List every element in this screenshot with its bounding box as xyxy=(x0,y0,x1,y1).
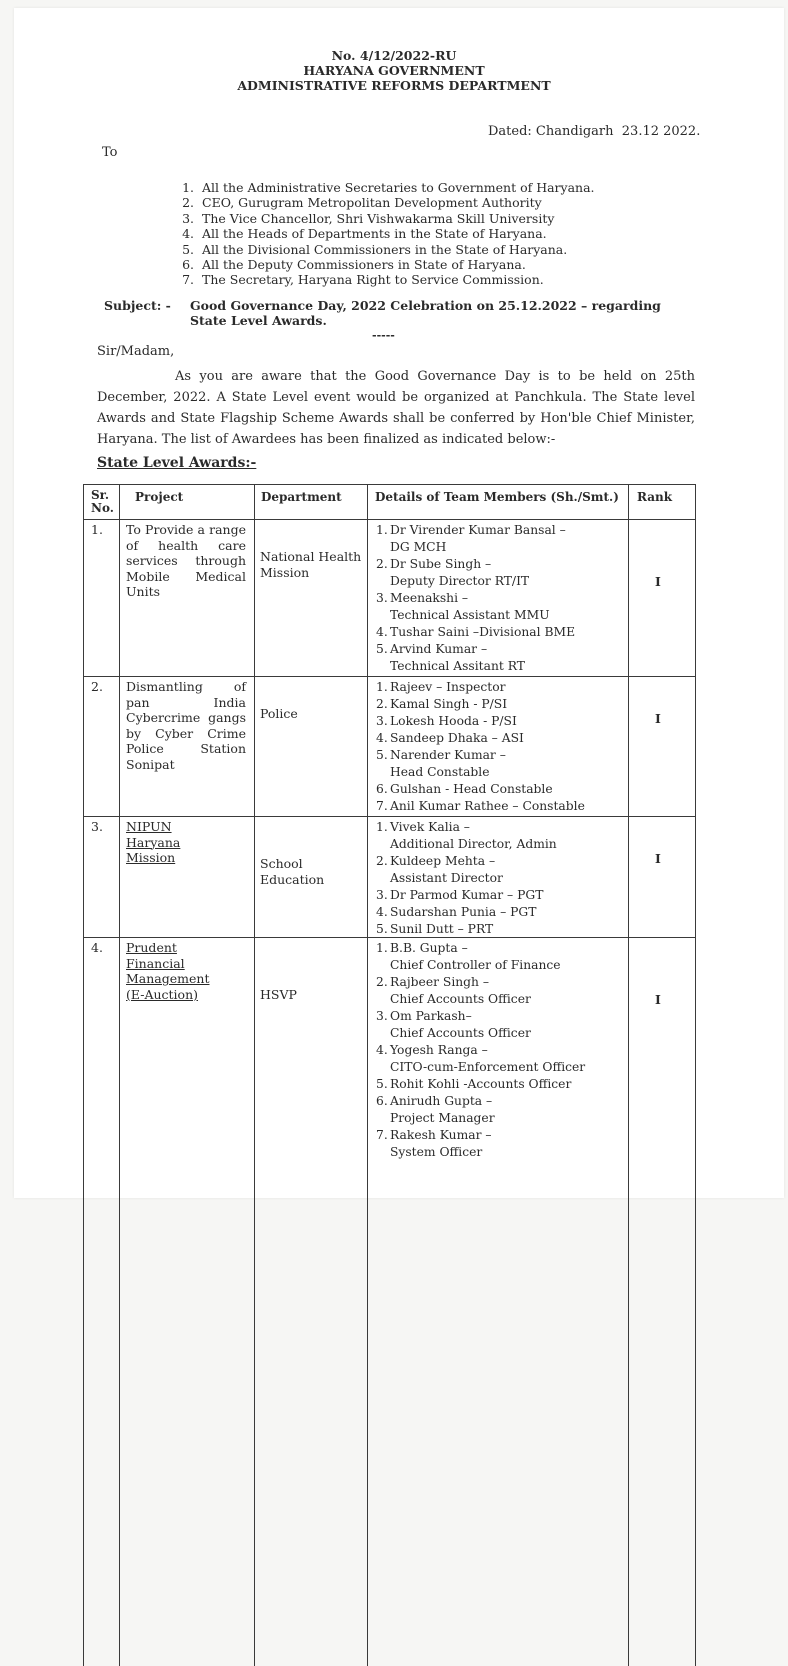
addressee-number: 4. xyxy=(182,226,194,242)
member-name: Yogesh Ranga – xyxy=(390,1043,488,1057)
row-project: Prudent Financial Management (E-Auction) xyxy=(126,940,210,1002)
member-item xyxy=(376,781,585,798)
member-number: 3. xyxy=(376,888,388,902)
member-item xyxy=(376,1076,585,1093)
member-designation: Chief Accounts Officer xyxy=(390,1026,531,1040)
member-designation: Technical Assistant MMU xyxy=(390,608,550,622)
addressee-text: The Secretary, Haryana Right to Service Commission. xyxy=(202,272,544,288)
row-project: Dismantling of pan India Cybercrime gangs by Cyber Crime Police Station Sonipat xyxy=(126,679,246,772)
member-item xyxy=(376,819,557,853)
addressee-item xyxy=(172,195,595,210)
member-number: 4. xyxy=(376,625,388,639)
member-name: Sandeep Dhaka – ASI xyxy=(390,731,524,745)
member-designation: CITO-cum-Enforcement Officer xyxy=(390,1060,586,1074)
member-list xyxy=(376,679,585,815)
member-item xyxy=(376,679,585,696)
row-sr-no: 3. xyxy=(91,819,103,834)
member-item xyxy=(376,590,575,624)
to-label: To xyxy=(102,145,118,160)
member-name: Meenakshi – xyxy=(390,591,469,605)
member-item xyxy=(376,522,575,556)
member-number: 4. xyxy=(376,731,388,745)
member-number: 5. xyxy=(376,642,388,656)
member-name: B.B. Gupta – xyxy=(390,941,468,955)
addressee-number: 1. xyxy=(182,180,194,195)
member-name: Vivek Kalia – xyxy=(390,820,470,834)
addressee-number: 5. xyxy=(182,241,194,257)
member-item xyxy=(376,940,585,974)
member-number: 2. xyxy=(376,975,388,989)
member-designation: Head Constable xyxy=(390,765,490,779)
member-number: 5. xyxy=(376,922,388,936)
header-department: Department xyxy=(261,490,342,504)
member-item xyxy=(376,887,557,904)
addressee-text: The Vice Chancellor, Shri Vishwakarma Skill University xyxy=(202,210,555,226)
header-project: Project xyxy=(135,490,184,504)
body-text: As you are aware that the Good Governance Day is to be held on 25th December, 2022. A State Level event would be organized at Panchkula. The State level Awards and State Flagship Scheme Awards shall be conferred by Hon'ble Chief Minister, Haryana. The list of Awardees has been finalized as indicated below:- xyxy=(97,369,695,447)
member-number: 1. xyxy=(376,523,388,537)
member-name: Sudarshan Punia – PGT xyxy=(390,905,537,919)
salutation: Sir/Madam, xyxy=(97,344,175,359)
member-designation: Deputy Director RT/IT xyxy=(390,574,530,588)
section-title: State Level Awards:- xyxy=(97,455,257,471)
member-name: Narender Kumar – xyxy=(390,748,506,762)
member-number: 6. xyxy=(376,1094,388,1108)
member-item xyxy=(376,624,575,641)
member-item xyxy=(376,730,585,747)
letter-number: No. 4/12/2022-RU xyxy=(331,48,457,63)
member-item xyxy=(376,1008,585,1042)
addressee-number: 7. xyxy=(182,272,194,288)
member-item xyxy=(376,798,585,815)
row-sr-no: 2. xyxy=(91,679,103,694)
addressee-number: 6. xyxy=(182,257,194,273)
row-sr-no: 1. xyxy=(91,522,103,537)
member-item xyxy=(376,904,557,921)
member-name: Dr Parmod Kumar – PGT xyxy=(390,888,544,902)
row-rank: I xyxy=(655,574,661,589)
member-number: 1. xyxy=(376,941,388,955)
member-designation: Technical Assitant RT xyxy=(390,659,525,673)
member-number: 2. xyxy=(376,697,388,711)
department-name: ADMINISTRATIVE REFORMS DEPARTMENT xyxy=(237,78,551,93)
addressee-item xyxy=(172,211,595,226)
member-name: Gulshan - Head Constable xyxy=(390,782,553,796)
header-members: Details of Team Members (Sh./Smt.) xyxy=(375,490,619,504)
member-number: 2. xyxy=(376,557,388,571)
row-rank: I xyxy=(655,992,661,1007)
member-number: 6. xyxy=(376,782,388,796)
addressee-text: CEO, Gurugram Metropolitan Development Authority xyxy=(202,195,542,211)
member-name: Om Parkash– xyxy=(390,1009,472,1023)
member-number: 3. xyxy=(376,714,388,728)
member-item xyxy=(376,1042,585,1076)
addressee-item xyxy=(172,242,595,257)
row-department: School Education xyxy=(260,856,325,887)
row-project: To Provide a range of health care services through Mobile Medical Units xyxy=(126,522,246,599)
government-name: HARYANA GOVERNMENT xyxy=(303,63,485,78)
addressee-text: All the Divisional Commissioners in the State of Haryana. xyxy=(202,241,568,257)
member-name: Anirudh Gupta – xyxy=(390,1094,493,1108)
member-name: Rohit Kohli -Accounts Officer xyxy=(390,1077,572,1091)
body-paragraph xyxy=(97,366,695,450)
row-department: HSVP xyxy=(260,987,297,1002)
addressee-text: All the Administrative Secretaries to Government of Haryana. xyxy=(202,180,595,195)
member-item xyxy=(376,1127,585,1161)
addressee-item xyxy=(172,180,595,195)
addressee-item xyxy=(172,226,595,241)
member-designation: System Officer xyxy=(390,1145,483,1159)
member-name: Tushar Saini –Divisional BME xyxy=(390,625,576,639)
member-name: Lokesh Hooda - P/SI xyxy=(390,714,517,728)
awards-table xyxy=(83,484,696,1666)
member-name: Dr Virender Kumar Bansal – xyxy=(390,523,566,537)
member-name: Rajbeer Singh – xyxy=(390,975,490,989)
member-number: 7. xyxy=(376,799,388,813)
member-number: 5. xyxy=(376,748,388,762)
addressee-list xyxy=(172,180,595,288)
member-number: 3. xyxy=(376,591,388,605)
member-number: 4. xyxy=(376,1043,388,1057)
member-name: Sunil Dutt – PRT xyxy=(390,922,494,936)
member-item xyxy=(376,853,557,887)
member-list xyxy=(376,940,585,1161)
member-name: Anil Kumar Rathee – Constable xyxy=(390,799,585,813)
member-designation: Project Manager xyxy=(390,1111,495,1125)
row-department: Police xyxy=(260,706,298,721)
row-rank: I xyxy=(655,711,661,726)
addressee-text: All the Deputy Commissioners in State of Haryana. xyxy=(202,257,526,273)
member-designation: DG MCH xyxy=(390,540,447,554)
addressee-number: 2. xyxy=(182,195,194,211)
member-name: Kuldeep Mehta – xyxy=(390,854,496,868)
subject-label: Subject: - xyxy=(104,298,171,313)
member-item xyxy=(376,974,585,1008)
date-line: Dated: Chandigarh 23.12 2022. xyxy=(488,124,701,139)
member-item xyxy=(376,641,575,675)
member-designation: Chief Accounts Officer xyxy=(390,992,531,1006)
member-name: Dr Sube Singh – xyxy=(390,557,492,571)
member-designation: Chief Controller of Finance xyxy=(390,958,561,972)
member-item xyxy=(376,556,575,590)
member-list xyxy=(376,819,557,938)
member-list xyxy=(376,522,575,675)
member-number: 3. xyxy=(376,1009,388,1023)
member-designation: Additional Director, Admin xyxy=(390,837,557,851)
member-item xyxy=(376,696,585,713)
row-rank: I xyxy=(655,851,661,866)
header-rank: Rank xyxy=(637,490,673,504)
subject-text: Good Governance Day, 2022 Celebration on 25.12.2022 – regarding State Level Awards. xyxy=(190,298,661,328)
row-sr-no: 4. xyxy=(91,940,103,955)
member-name: Kamal Singh - P/SI xyxy=(390,697,508,711)
separator-dashes: ----- xyxy=(372,329,395,342)
addressee-item xyxy=(172,272,595,287)
addressee-number: 3. xyxy=(182,210,194,226)
row-project: NIPUN Haryana Mission xyxy=(126,819,181,865)
addressee-item xyxy=(172,257,595,272)
member-number: 1. xyxy=(376,820,388,834)
member-number: 2. xyxy=(376,854,388,868)
member-item xyxy=(376,1093,585,1127)
member-number: 5. xyxy=(376,1077,388,1091)
member-designation: Assistant Director xyxy=(390,871,503,885)
member-name: Rajeev – Inspector xyxy=(390,680,506,694)
member-name: Rakesh Kumar – xyxy=(390,1128,492,1142)
member-number: 1. xyxy=(376,680,388,694)
member-number: 4. xyxy=(376,905,388,919)
addressee-text: All the Heads of Departments in the State of Haryana. xyxy=(202,226,547,242)
row-department: National Health Mission xyxy=(260,549,362,580)
member-name: Arvind Kumar – xyxy=(390,642,488,656)
member-number: 7. xyxy=(376,1128,388,1142)
member-item xyxy=(376,747,585,781)
header-sr-no: Sr. No. xyxy=(91,488,114,515)
member-item xyxy=(376,713,585,730)
member-item xyxy=(376,921,557,938)
